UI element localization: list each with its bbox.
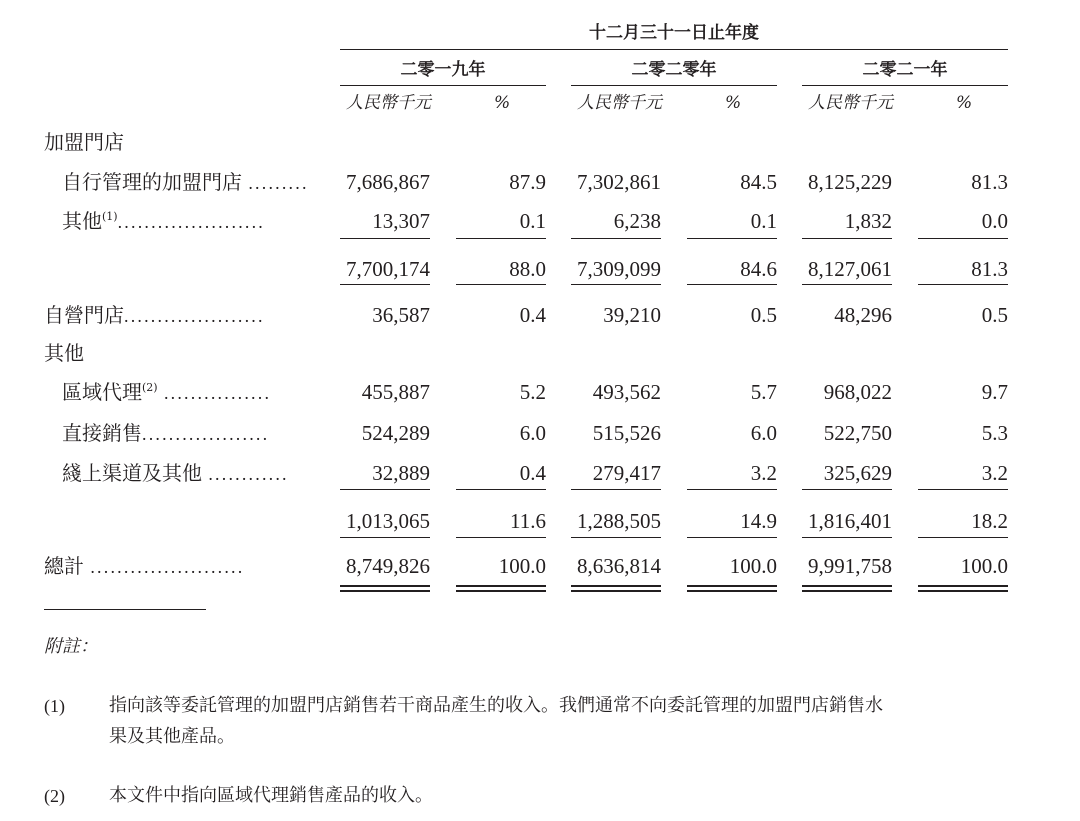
- cell-pct-2020: 14.9: [740, 509, 777, 533]
- cell-pct-2021: 9.7: [981, 380, 1008, 404]
- cell-pct-2019: 11.6: [510, 509, 546, 533]
- subtotal-rule: [918, 284, 1008, 285]
- year-header-2021: 二零二一年: [862, 60, 948, 80]
- footnote-ref-1: (1): [102, 210, 118, 223]
- cell-amount-2020: 1,288,505: [577, 509, 661, 533]
- year-rule-2019: [340, 85, 546, 86]
- total-double-rule: [340, 585, 430, 592]
- unit-amount-2019: 人民幣千元: [346, 93, 431, 113]
- subtotal-rule: [802, 284, 892, 285]
- subtotal-rule: [456, 284, 546, 285]
- row-label-regional-agent: 區域代理$^{(2)}$ ................: [62, 380, 272, 404]
- note-1-line-2: 果及其他產品。: [109, 726, 235, 747]
- cell-amount-2019: 455,887: [361, 380, 430, 404]
- note-1-number: (1): [44, 696, 65, 716]
- cell-pct-2020: 0.5: [750, 303, 777, 327]
- subtotal-rule: [687, 489, 777, 490]
- subtotal-rule: [918, 537, 1008, 538]
- subtotal-rule: [802, 537, 892, 538]
- cell-amount-2019: 7,686,867: [346, 170, 430, 194]
- cell-pct-2019: 100.0: [498, 554, 546, 578]
- cell-amount-2021: 8,127,061: [808, 257, 892, 281]
- total-double-rule: [918, 585, 1008, 592]
- cell-pct-2020: 84.5: [740, 170, 777, 194]
- subtotal-rule: [918, 489, 1008, 490]
- footnote-ref-2: (2): [142, 381, 158, 394]
- cell-pct-2019: 0.4: [519, 303, 546, 327]
- subtotal-rule: [687, 238, 777, 239]
- subtotal-rule: [456, 238, 546, 239]
- cell-pct-2019: 87.9: [509, 170, 546, 194]
- year-header-2020: 二零二零年: [631, 60, 717, 80]
- cell-pct-2019: 5.2: [519, 380, 546, 404]
- row-label-franchise-other: 其他$^{(1)}$......................: [62, 209, 265, 233]
- cell-pct-2020: 0.1: [750, 209, 777, 233]
- subtotal-rule: [456, 489, 546, 490]
- cell-pct-2021: 3.2: [981, 461, 1008, 485]
- cell-amount-2019: 1,013,065: [346, 509, 430, 533]
- subtotal-rule: [918, 238, 1008, 239]
- cell-pct-2020: 6.0: [750, 421, 777, 445]
- cell-pct-2021: 100.0: [960, 554, 1008, 578]
- cell-pct-2021: 0.0: [981, 209, 1008, 233]
- cell-amount-2019: 7,700,174: [346, 257, 430, 281]
- section-others: 其他: [44, 341, 84, 365]
- subtotal-rule: [340, 238, 430, 239]
- cell-amount-2020: 493,562: [592, 380, 661, 404]
- cell-pct-2021: 5.3: [981, 421, 1008, 445]
- subtotal-rule: [802, 489, 892, 490]
- unit-pct-2020: %: [725, 93, 742, 113]
- cell-amount-2020: 6,238: [613, 209, 661, 233]
- cell-amount-2019: 32,889: [372, 461, 430, 485]
- cell-amount-2021: 48,296: [834, 303, 892, 327]
- subtotal-rule: [687, 537, 777, 538]
- note-2-number: (2): [44, 786, 65, 806]
- total-double-rule: [571, 585, 661, 592]
- subtotal-rule: [571, 537, 661, 538]
- cell-amount-2021: 325,629: [823, 461, 892, 485]
- row-label-managed-franchise: 自行管理的加盟門店 .........: [62, 170, 309, 194]
- total-double-rule: [802, 585, 892, 592]
- cell-pct-2019: 0.4: [519, 461, 546, 485]
- cell-pct-2020: 100.0: [729, 554, 777, 578]
- subtotal-rule: [340, 489, 430, 490]
- note-1-line-1: 指向該等委託管理的加盟門店銷售若干商品產生的收入。我們通常不向委託管理的加盟門店銷售水: [109, 695, 883, 716]
- subtotal-rule: [340, 537, 430, 538]
- row-label-online: 綫上渠道及其他 ............: [62, 461, 289, 485]
- subtotal-rule: [571, 284, 661, 285]
- cell-amount-2021: 8,125,229: [808, 170, 892, 194]
- unit-amount-2020: 人民幣千元: [577, 93, 662, 113]
- cell-pct-2021: 18.2: [971, 509, 1008, 533]
- cell-amount-2019: 36,587: [372, 303, 430, 327]
- period-header: 十二月三十一日止年度: [589, 23, 759, 43]
- cell-pct-2021: 81.3: [971, 257, 1008, 281]
- unit-pct-2019: %: [494, 93, 511, 113]
- cell-amount-2021: 1,816,401: [808, 509, 892, 533]
- section-franchise: 加盟門店: [44, 130, 124, 154]
- subtotal-rule: [340, 284, 430, 285]
- total-double-rule: [687, 585, 777, 592]
- subtotal-rule: [571, 489, 661, 490]
- cell-pct-2020: 84.6: [740, 257, 777, 281]
- footnote-separator: [44, 609, 206, 610]
- cell-pct-2020: 3.2: [750, 461, 777, 485]
- cell-pct-2021: 0.5: [981, 303, 1008, 327]
- cell-pct-2019: 6.0: [519, 421, 546, 445]
- cell-pct-2019: 88.0: [509, 257, 546, 281]
- cell-amount-2019: 13,307: [372, 209, 430, 233]
- year-rule-2020: [571, 85, 777, 86]
- cell-amount-2020: 39,210: [603, 303, 661, 327]
- cell-amount-2019: 8,749,826: [346, 554, 430, 578]
- cell-amount-2021: 9,991,758: [808, 554, 892, 578]
- note-2-line-1: 本文件中指向區域代理銷售產品的收入。: [109, 785, 433, 806]
- cell-pct-2020: 5.7: [750, 380, 777, 404]
- subtotal-rule: [456, 537, 546, 538]
- cell-pct-2021: 81.3: [971, 170, 1008, 194]
- subtotal-rule: [687, 284, 777, 285]
- row-label-direct-sales: 直接銷售...................: [62, 421, 270, 445]
- cell-amount-2021: 1,832: [844, 209, 892, 233]
- cell-amount-2020: 7,302,861: [577, 170, 661, 194]
- cell-amount-2020: 8,636,814: [577, 554, 661, 578]
- year-header-2019: 二零一九年: [400, 60, 486, 80]
- subtotal-rule: [802, 238, 892, 239]
- row-label-self-operated: 自營門店.....................: [44, 303, 265, 327]
- cell-amount-2020: 7,309,099: [577, 257, 661, 281]
- cell-amount-2021: 968,022: [823, 380, 892, 404]
- notes-heading: 附註：: [44, 636, 98, 657]
- total-double-rule: [456, 585, 546, 592]
- cell-amount-2020: 279,417: [592, 461, 661, 485]
- header-rule: [340, 49, 1008, 50]
- unit-pct-2021: %: [956, 93, 973, 113]
- cell-amount-2020: 515,526: [592, 421, 661, 445]
- year-rule-2021: [802, 85, 1008, 86]
- cell-amount-2019: 524,289: [361, 421, 430, 445]
- cell-amount-2021: 522,750: [823, 421, 892, 445]
- unit-amount-2021: 人民幣千元: [808, 93, 893, 113]
- subtotal-rule: [571, 238, 661, 239]
- cell-pct-2019: 0.1: [519, 209, 546, 233]
- row-label-total: 總計 .......................: [44, 554, 245, 578]
